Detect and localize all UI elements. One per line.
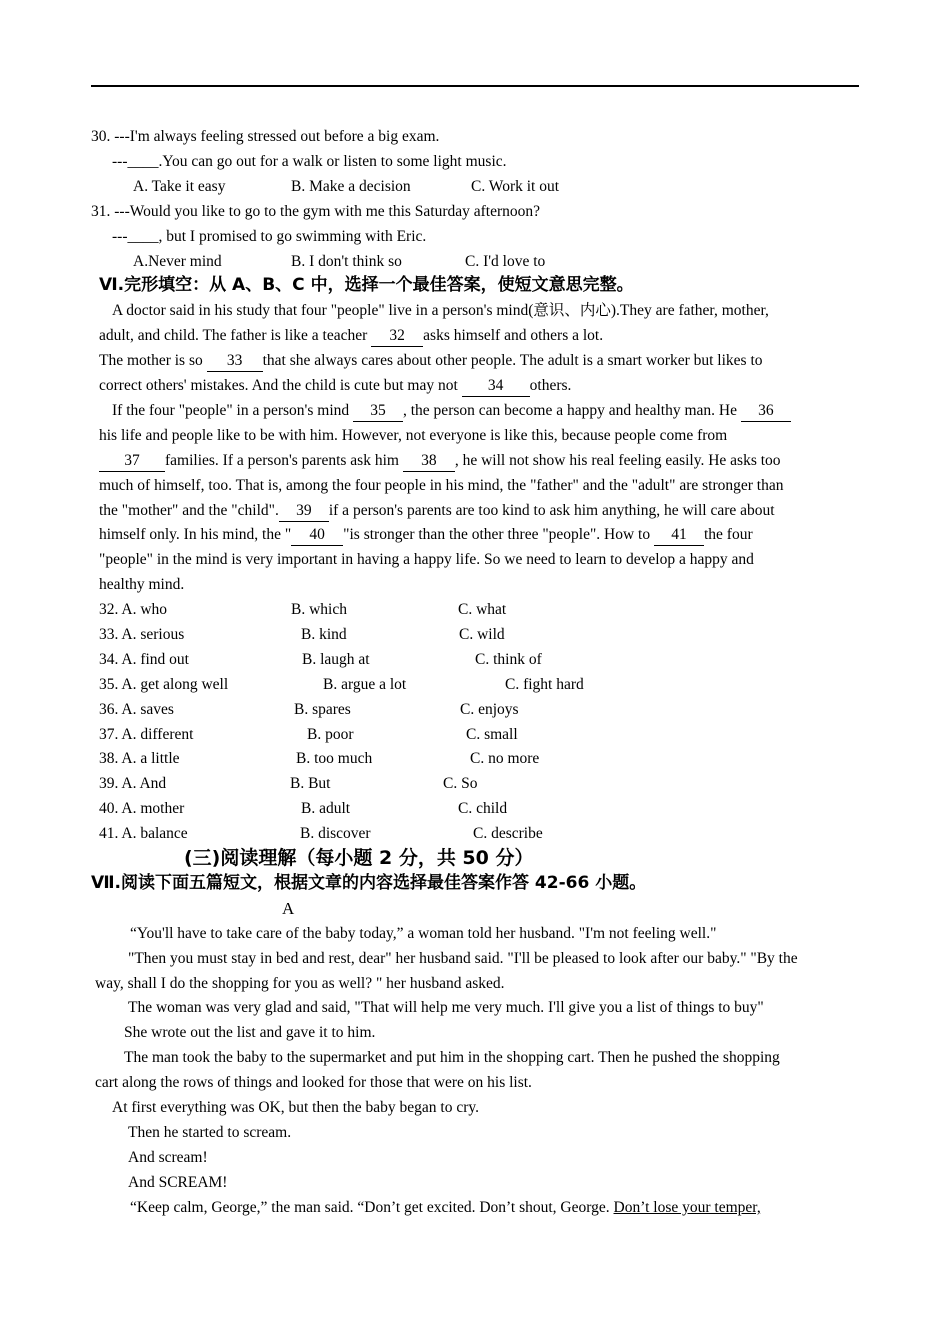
choice-34-c: C. think of [475,651,542,668]
choice-34-b: B. laugh at [302,651,370,668]
section3-heading: (三)阅读理解（每小题 2 分，共 50 分） [184,847,534,869]
cloze-line-11: "people" in the mind is very important in having a happy life. So we need to learn to develop a happy and [99,551,754,568]
choice-35-c: C. fight hard [505,676,584,693]
cloze-line-8: much of himself, too. That is, among the four people in his mind, the "father" and the "adult" are stronger than [99,477,784,494]
choice-37-b: B. poor [307,726,354,743]
cloze-line-6: his life and people like to be with him. However, not everyone is like this, because people come from [99,427,728,444]
passage-line-11: And SCREAM! [128,1174,228,1191]
passage-line-9: Then he started to scream. [128,1124,292,1141]
choice-35-b: B. argue a lot [323,676,407,693]
passage-line-1: “You'll have to take care of the baby today,” a woman told her husband. "I'm not feeling well." [130,925,717,942]
blank-41: 41 [654,525,704,546]
blank-34: 34 [462,376,530,397]
cloze-line-2: adult, and child. The father is like a teacher 32 asks himself and others a lot. [99,326,603,347]
blank-37: 37 [99,451,165,472]
cloze-line-5: If the four "people" in a person's mind 35 , the person can become a happy and healthy man. He 36 [112,401,791,422]
q31-answer: ---____, but I promised to go swimming with Eric. [112,228,427,245]
passage-line-2: "Then you must stay in bed and rest, dear" her husband said. "I'll be pleased to look after our baby." "By the [128,950,798,967]
q31-question: 31. ---Would you like to go to the gym with me this Saturday afternoon? [91,203,541,220]
q31-option-c: C. I'd love to [465,253,546,270]
choice-38-a: 38. A. a little [99,750,180,767]
section6-heading: Ⅵ.完形填空：从 A、B、C 中，选择一个最佳答案，使短文意思完整。 [99,275,634,295]
cloze-line-9: the "mother" and the "child". 39 if a person's parents are too kind to ask him anything, he will care about [99,501,775,522]
choice-37-a: 37. A. different [99,726,194,743]
passage-line-10: And scream! [128,1149,208,1166]
passage-line-8: At first everything was OK, but then the baby began to cry. [112,1099,480,1116]
passage-line-6: The man took the baby to the supermarket and put him in the shopping cart. Then he pushed the shopping [124,1049,780,1066]
blank-36: 36 [741,401,791,422]
cloze-line-7: 37 families. If a person's parents ask him 38 , he will not show his real feeling easily. He asks too [99,451,781,472]
blank-40: 40 [291,525,343,546]
choice-36-b: B. spares [294,701,351,718]
passage-line-5: She wrote out the list and gave it to him. [124,1024,376,1041]
cloze-line-10: himself only. In his mind, the " 40 "is stronger than the other three "people". How to 41 the four [99,525,753,546]
blank-35: 35 [353,401,403,422]
blank-32: 32 [371,326,423,347]
cloze-line-3: The mother is so 33 that she always cares about other people. The adult is a smart worker but likes to [99,351,763,372]
q30-blank: ____ [127,153,159,170]
choice-38-b: B. too much [296,750,373,767]
choice-39-c: C. So [443,775,478,792]
q30-option-b: B. Make a decision [291,178,411,195]
q30-option-a: A. Take it easy [133,178,226,195]
choice-32-a: 32. A. who [99,601,168,618]
choice-39-b: B. But [290,775,331,792]
blank-38: 38 [403,451,455,472]
passage-line-4: The woman was very glad and said, "That will help me very much. I'll give you a list of things to buy" [128,999,764,1016]
q31-option-b: B. I don't think so [291,253,402,270]
passage-line-3: way, shall I do the shopping for you as well? " her husband asked. [95,975,505,992]
cloze-line-4: correct others' mistakes. And the child is cute but may not 34 others. [99,376,571,397]
section7-heading: Ⅶ.阅读下面五篇短文，根据文章的内容选择最佳答案作答 42-66 小题。 [91,873,647,893]
choice-32-c: C. what [458,601,507,618]
choice-39-a: 39. A. And [99,775,167,792]
choice-41-c: C. describe [473,825,543,842]
underlined-phrase: Don’t lose your temper, [613,1199,761,1216]
q30-answer: ---____.You can go out for a walk or listen to some light music. [112,153,507,170]
blank-33: 33 [207,351,263,372]
passage-label: A [282,899,295,918]
cloze-line-1: A doctor said in his study that four "people" live in a person's mind(意识、内心).They are father, mother, [112,302,769,319]
choice-32-b: B. which [291,601,347,618]
choice-36-c: C. enjoys [460,701,519,718]
cloze-line-12: healthy mind. [99,576,185,593]
choice-40-c: C. child [458,800,508,817]
q30-option-c: C. Work it out [471,178,560,195]
q31-blank: ____ [127,228,159,245]
choice-40-b: B. adult [301,800,351,817]
q30-question: 30. ---I'm always feeling stressed out before a big exam. [91,128,440,145]
blank-39: 39 [279,501,329,522]
header-rule [91,85,859,87]
choice-41-a: 41. A. balance [99,825,188,842]
passage-line-7: cart along the rows of things and looked for those that were on his list. [95,1074,532,1091]
choice-33-c: C. wild [459,626,505,643]
choice-38-c: C. no more [470,750,540,767]
choice-36-a: 36. A. saves [99,701,174,718]
choice-41-b: B. discover [300,825,371,842]
choice-40-a: 40. A. mother [99,800,185,817]
choice-33-a: 33. A. serious [99,626,185,643]
choice-34-a: 34. A. find out [99,651,189,668]
choice-37-c: C. small [466,726,518,743]
q31-option-a: A.Never mind [133,253,222,270]
passage-line-12: “Keep calm, George,” the man said. “Don’t get excited. Don’t shout, George. Don’t lose your temper, [130,1199,761,1216]
choice-35-a: 35. A. get along well [99,676,229,693]
choice-33-b: B. kind [301,626,347,643]
